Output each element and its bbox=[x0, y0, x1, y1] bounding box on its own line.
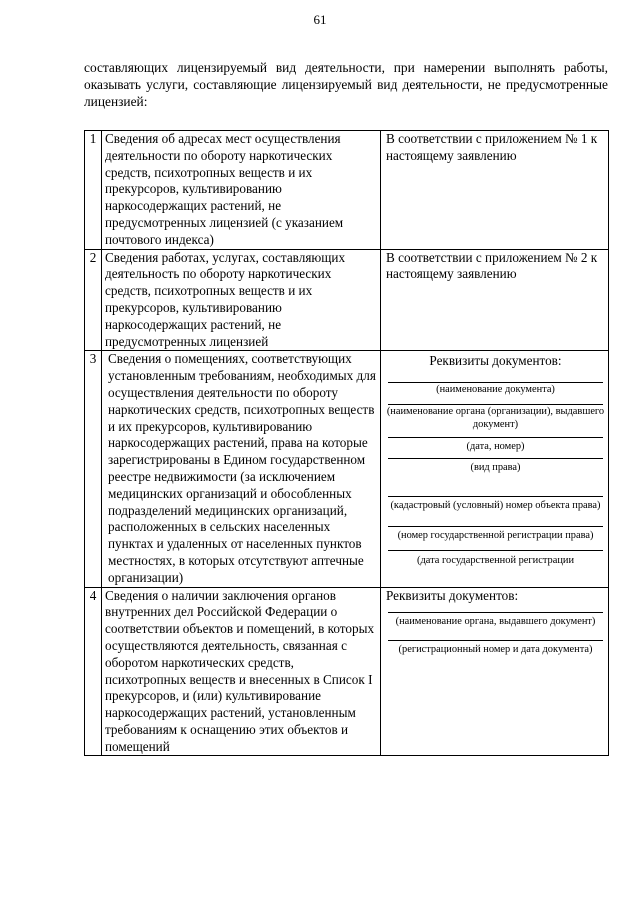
field-caption: (наименование документа) bbox=[436, 384, 555, 396]
field-caption: (номер государственной регистрации права) bbox=[397, 530, 594, 542]
requisites-title: Реквизиты документов: bbox=[429, 353, 562, 369]
row-description: Сведения о помещениях, соответствующих установленным требованиям, необходимых для осуществления деятельности по обороту наркотических средств, психотропных веществ и их прекурсоров, культивированию наркосодержащих растений, права на которые зарегистрированы в Едином государственном реестре недвижимости (за исключением медицинских организаций и обособленных подразделений медицинских организаций, расположенных в сельских населенных пунктах и удаленных от населенных пунктов местностях, в которых отсутствуют аптечные организации) bbox=[102, 351, 381, 587]
fill-line bbox=[388, 550, 603, 551]
table-row bbox=[85, 351, 609, 587]
row-number: 2 bbox=[85, 249, 102, 351]
row-value: В соответствии с приложением № 1 к настоящему заявлению bbox=[381, 131, 609, 250]
fill-line bbox=[388, 526, 603, 527]
requisites-cell bbox=[381, 587, 609, 756]
fill-line bbox=[388, 640, 603, 641]
fill-line bbox=[388, 496, 603, 497]
requisites-title: Реквизиты документов: bbox=[386, 587, 519, 603]
row-description: Сведения о наличии заключения органов внутренних дел Российской Федерации о соответствии объектов и помещений, в которых осуществляются деятельность, связанная с оборотом наркотических средств, психотропных веществ и внесенных в Список I прекурсоров, и (или) культивирование наркосодержащих растений, установленным требованиям к оснащению этих объектов и помещений bbox=[102, 587, 381, 756]
row-number: 4 bbox=[85, 587, 102, 756]
row-number: 3 bbox=[85, 351, 102, 587]
field-caption: (наименование органа (организации), выдавшего документ) bbox=[386, 406, 605, 431]
fill-line bbox=[388, 612, 603, 613]
application-table bbox=[84, 130, 609, 756]
requisites-cell bbox=[381, 351, 609, 587]
field-caption: (дата государственной регистрации bbox=[416, 555, 574, 567]
table-row bbox=[85, 249, 609, 351]
table-row bbox=[85, 131, 609, 250]
row-description: Сведения работах, услугах, составляющих деятельность по обороту наркотических средств, психотропных веществ и их прекурсоров, культивированию наркосодержащих растений, не предусмотренных лицензией bbox=[102, 249, 381, 351]
intro-paragraph: составляющих лицензируемый вид деятельности, при намерении выполнять работы, оказывать услуги, составляющие лицензируемый вид деятельности, не предусмотренные лицензией: bbox=[84, 60, 608, 109]
fill-line bbox=[388, 437, 603, 438]
table-row bbox=[85, 587, 609, 756]
row-description: Сведения об адресах мест осуществления деятельности по обороту наркотических средств, психотропных веществ и их прекурсоров, культивированию наркосодержащих растений, не предусмотренных лицензией (с указанием почтового индекса) bbox=[102, 131, 381, 250]
row-value: В соответствии с приложением № 2 к настоящему заявлению bbox=[381, 249, 609, 351]
field-caption: (регистрационный номер и дата документа) bbox=[398, 644, 593, 656]
field-caption: (дата, номер) bbox=[466, 441, 525, 453]
field-caption: (наименование органа, выдавшего документ) bbox=[395, 616, 596, 628]
field-caption: (кадастровый (условный) номер объекта права) bbox=[390, 500, 601, 512]
field-caption: (вид права) bbox=[470, 462, 521, 474]
row-number: 1 bbox=[85, 131, 102, 250]
fill-line bbox=[388, 458, 603, 459]
page-number: 61 bbox=[313, 12, 327, 27]
